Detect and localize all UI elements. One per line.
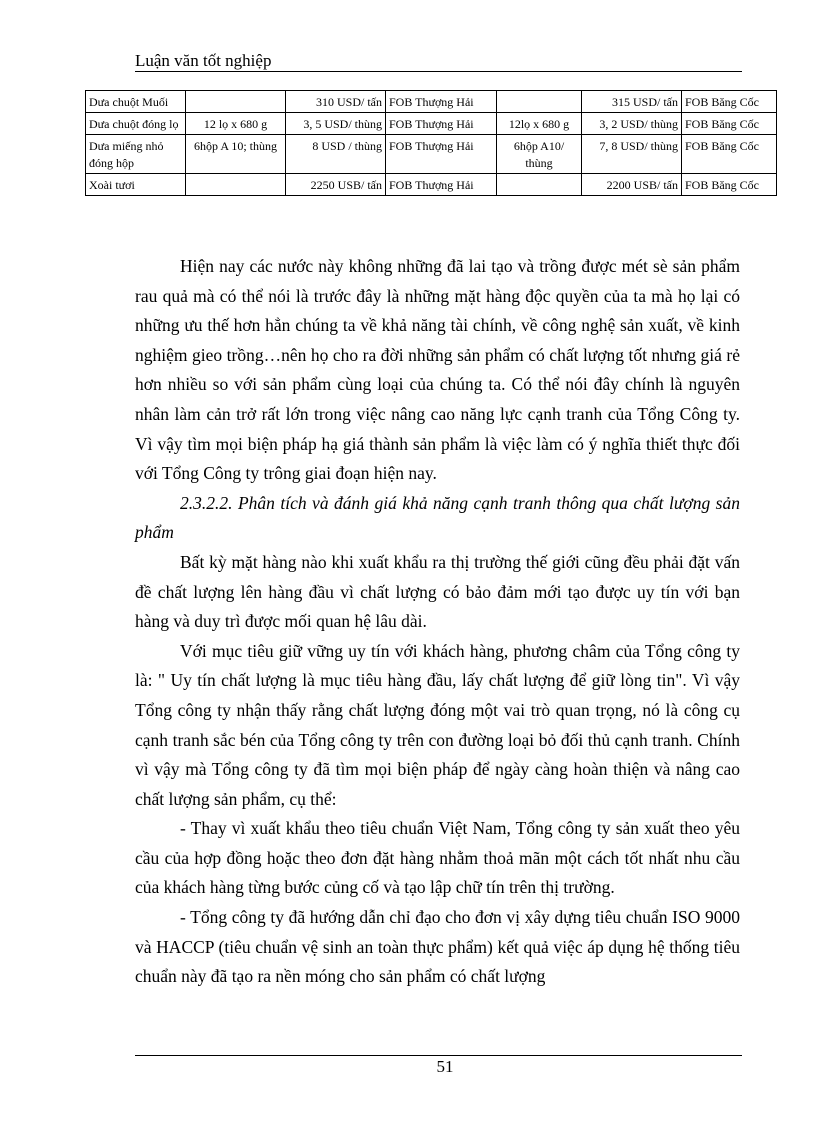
table-cell: 3, 2 USD/ thùng [582,113,682,135]
table-cell: 6hộp A10/ thùng [497,135,582,174]
paragraph: - Tổng công ty đã hướng dẫn chỉ đạo cho đơn vị xây dựng tiêu chuẩn ISO 9000 và HACCP (tiêu chuẩn vệ sinh an toàn thực phẩm) kết quả việc áp dụng hệ thống tiêu chuẩn này đã tạo ra nền móng cho sản phẩm có chất lượng [135,907,740,987]
table-cell: Xoài tươi [86,174,186,196]
body-text [135,252,740,992]
table-cell: FOB Băng Cốc [682,135,777,174]
table-cell: 315 USD/ tấn [582,91,682,113]
page-number: 51 [436,1057,454,1076]
table-cell: FOB Băng Cốc [682,113,777,135]
table-cell [186,174,286,196]
table-cell [186,91,286,113]
table-cell [497,174,582,196]
table-cell: FOB Thượng Hải [386,135,497,174]
table-cell: 310 USD/ tấn [286,91,386,113]
price-comparison-table [85,90,777,196]
table-cell: 2250 USB/ tấn [286,174,386,196]
paragraph: Hiện nay các nước này không những đã lai tạo và trồng được mét sè sản phẩm rau quả mà có thể nói là trước đây là những mặt hàng độc quyền của ta mà họ lại có những ưu thế hơn hẳn chúng ta về khả năng tài chính, về công nghệ sản xuất, về kinh nghiệm gieo trồng…nên họ cho ra đời những sản phẩm có chất lượng tốt nhưng giá rẻ hơn nhiều so với sản phẩm cùng loại của chúng ta. Có thể nói đây chính là nguyên nhân làm cản trở rất lớn trong việc nâng cao năng lực cạnh tranh của Tổng Công ty. Vì vậy tìm mọi biện pháp hạ giá thành sản phẩm là việc làm có ý nghĩa thiết thực đối với Tổng Công ty trông giai đoạn hiện nay. [135,256,740,484]
paragraph: Với mục tiêu giữ vững uy tín với khách hàng, phương châm của Tổng công ty là: " Uy tín chất lượng là mục tiêu hàng đầu, lấy chất lượng để giữ lòng tin". Vì vậy Tổng công ty nhận thấy rằng chất lượng đóng một vai trò quan trọng, nó là công cụ cạnh tranh sắc bén của Tổng công ty trên con đường loại bỏ đối thủ cạnh tranh. Chính vì vậy mà Tổng công ty đã tìm mọi biện pháp để ngày càng hoàn thiện và nâng cao chất lượng sản phẩm, cụ thể: [135,640,740,809]
table-cell: 2200 USB/ tấn [582,174,682,196]
paragraph: - Thay vì xuất khẩu theo tiêu chuẩn Việt Nam, Tổng công ty sản xuất theo yêu cầu của hợp đồng hoặc theo đơn đặt hàng nhằm thoả mãn một cách tốt nhất nhu cầu của khách hàng từng bước củng cố và tạo lập chữ tín trên thị trường. [135,818,740,898]
table-cell: Dưa chuột Muối [86,91,186,113]
table-cell: 12lọ x 680 g [497,113,582,135]
table-cell: 6hộp A 10; thùng [186,135,286,174]
table-cell: FOB Thượng Hải [386,113,497,135]
section-heading: 2.3.2.2. Phân tích và đánh giá khả năng cạnh tranh thông qua chất lượng sản phẩm [135,492,740,543]
table-cell [497,91,582,113]
table-cell: 7, 8 USD/ thùng [582,135,682,174]
table-row [86,135,777,174]
table-cell: 3, 5 USD/ thùng [286,113,386,135]
page-header-title: Luận văn tốt nghiệp [135,51,272,70]
table-cell: FOB Thượng Hải [386,91,497,113]
table-row [86,174,777,196]
table-cell: 12 lọ x 680 g [186,113,286,135]
table-cell: 8 USD / thùng [286,135,386,174]
header-divider [135,71,742,72]
table-cell: FOB Băng Cốc [682,91,777,113]
table-row [86,113,777,135]
table-cell: Dưa chuột đóng lọ [86,113,186,135]
table-row [86,91,777,113]
table-cell: Dưa miếng nhỏ đóng hộp [86,135,186,174]
table-cell: FOB Thượng Hải [386,174,497,196]
table-cell: FOB Băng Cốc [682,174,777,196]
paragraph: Bất kỳ mặt hàng nào khi xuất khẩu ra thị trường thế giới cũng đều phải đặt vấn đề chất lượng lên hàng đầu vì chất lượng có bảo đảm mới tạo được uy tín với bạn hàng và duy trì được mối quan hệ lâu dài. [135,551,740,632]
